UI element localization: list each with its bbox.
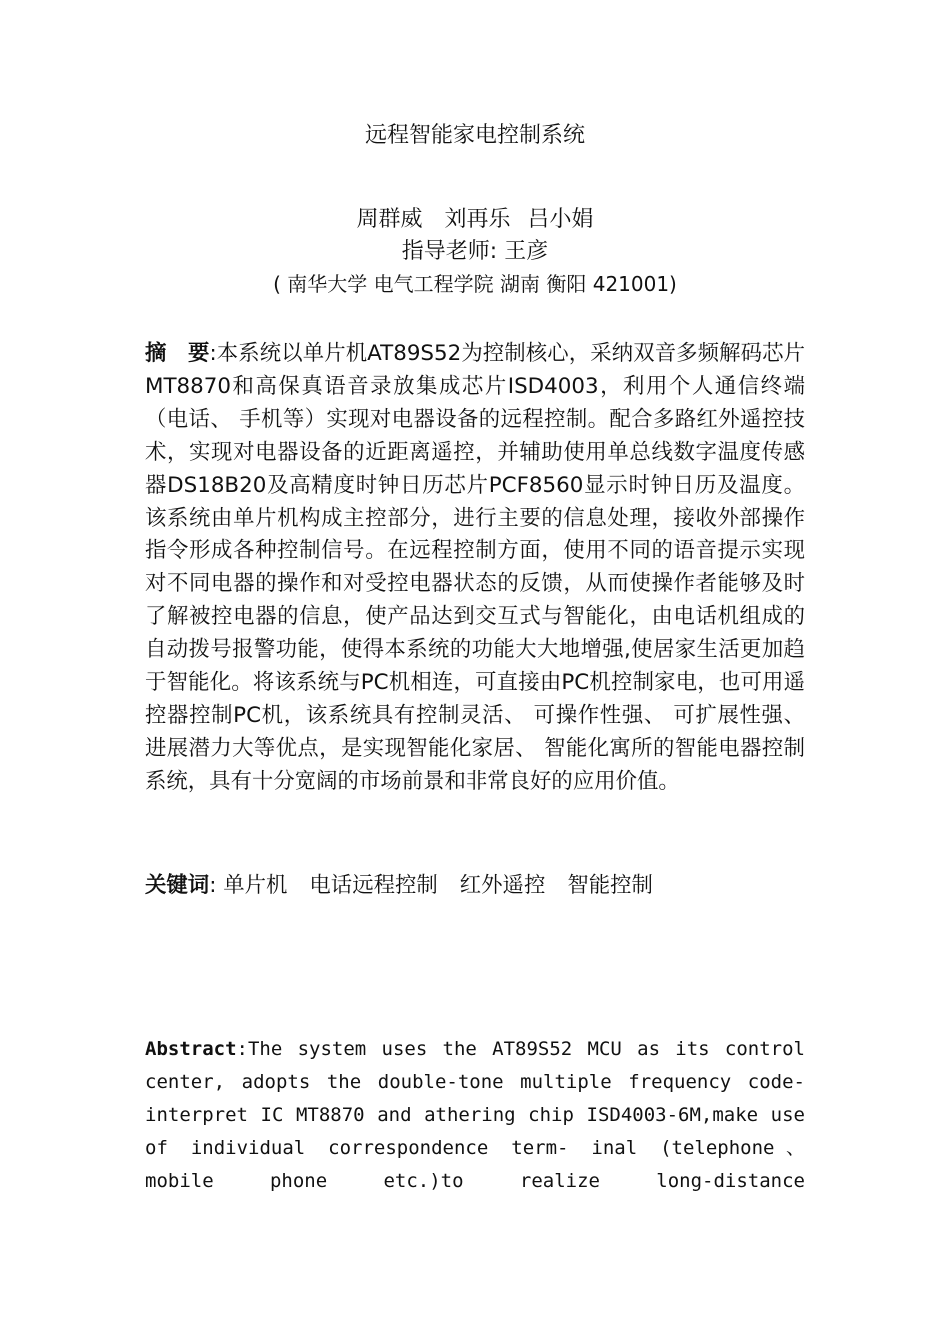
keywords-separator: : — [209, 873, 217, 898]
keyword-item: 电话远程控制 — [309, 873, 438, 898]
advisor-line: 指导老师: 王彦 — [401, 239, 549, 264]
english-abstract-separator: : — [236, 1038, 248, 1060]
english-abstract — [145, 1033, 805, 1198]
english-abstract-text: The system uses the AT89S52 MCU as its control center, adopts the double-tone multiple frequency code-interpret IC MT8870 and athering chip ISD4003-6M,make use of individual correspondence term- inal (telephone、 mobile phone etc.)to realize long-distance — [145, 1038, 805, 1192]
chinese-abstract-text: 本系统以单片机AT89S52为控制核心，采纳双音多频解码芯片MT8870和高保真语音录放集成芯片ISD4003，利用个人通信终端（电话、 手机等）实现对电器设备的远程控制。配合多路红外遥控技术，实现对电器设备的近距离遥控，并辅助使用单总线数字温度传感器DS18B20及高精度时钟日历芯片PCF8560显示时钟日历及温度。该系统由单片机构成主控部分，进行主要的信息处理，接收外部操作指令形成各种控制信号。在远程控制方面，使用不同的语音提示实现对不同电器的操作和对受控电器状态的反馈，从而使操作者能够及时了解被控电器的信息，使产品达到交互式与智能化，由电话机组成的自动拨号报警功能，使得本系统的功能大大地增强,使居家生活更加趋于智能化。将该系统与PC机相连，可直接由PC机控制家电，也可用遥控器控制PC机，该系统具有控制灵活、 可操作性强、 可扩展性强、 进展潜力大等优点，是实现智能化家居、 智能化寓所的智能电器控制系统，具有十分宽阔的市场前景和非常良好的应用价值。 — [145, 341, 805, 794]
english-abstract-label: Abstract — [145, 1038, 237, 1060]
chinese-abstract-label: 摘 要 — [145, 341, 210, 366]
keywords-label: 关键词 — [145, 873, 210, 898]
keyword-item: 红外遥控 — [459, 873, 546, 898]
author-list: 周群威 刘再乐 吕小娟 — [356, 207, 594, 232]
affiliation-line: ( 南华大学 电气工程学院 湖南 衡阳 421001) — [273, 272, 677, 296]
keyword-item: 单片机 — [223, 873, 288, 898]
chinese-abstract — [145, 338, 805, 799]
keyword-item: 智能控制 — [567, 873, 653, 898]
keywords-line — [145, 870, 805, 903]
chinese-abstract-separator: : — [209, 341, 217, 366]
paper-title: 远程智能家电控制系统 — [364, 123, 585, 148]
